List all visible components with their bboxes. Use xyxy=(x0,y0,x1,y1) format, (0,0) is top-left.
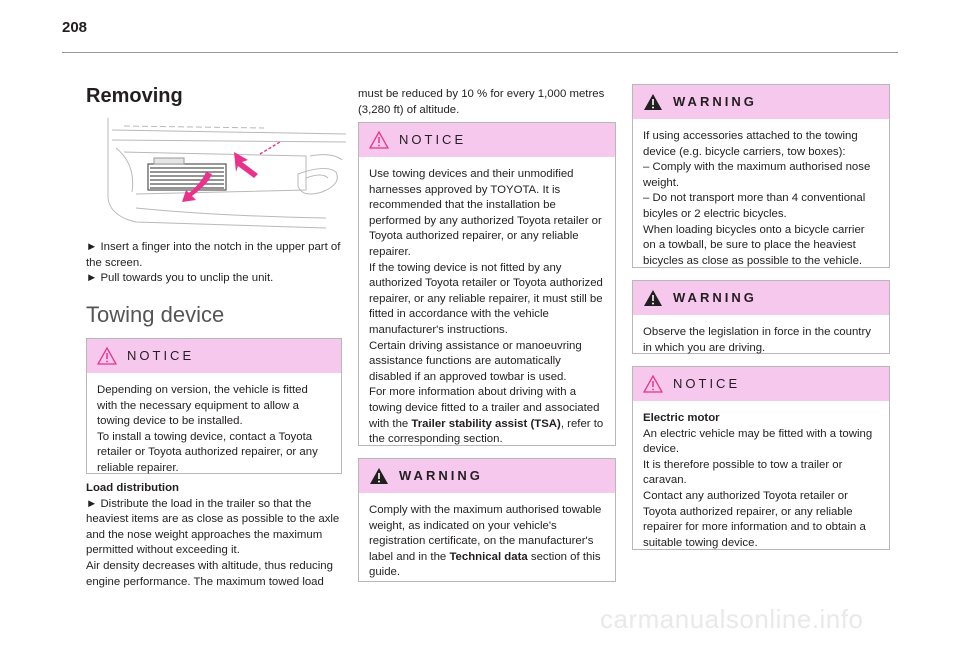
warning-icon xyxy=(643,289,663,307)
warning-2-line-3: – Do not transport more than 4 conventional bicyles or 2 electric bicycles. xyxy=(643,192,866,220)
warning-box-3 xyxy=(632,280,890,354)
notice-label: NOTICE xyxy=(127,348,195,364)
notice-1-line-1: Depending on version, the vehicle is fitted with the necessary equipment to allow a towing device to be installed. xyxy=(97,384,308,428)
warning-box-1 xyxy=(358,458,616,582)
notice-box-2-header xyxy=(359,123,615,157)
notice-box-1-body xyxy=(87,373,341,485)
load-distribution-continued xyxy=(358,87,620,118)
notice-2-line-2: If the towing device is not fitted by any authorized Toyota retailer or Toyota authorized repairer, or any reliable repairer, it must still be fitted in accordance with the vehicle manufacturer's instructions. xyxy=(369,261,603,336)
notice-label: NOTICE xyxy=(399,132,467,148)
notice-box-1 xyxy=(86,338,342,474)
notice-label: NOTICE xyxy=(673,376,741,392)
top-divider xyxy=(62,52,898,53)
notice-1-line-2: To install a towing device, contact a Toyota retailer or Toyota authorized repairer, or any reliable repairer. xyxy=(97,430,318,474)
warning-box-1-body xyxy=(359,493,615,589)
notice-icon xyxy=(369,131,389,149)
notice-box-2-body xyxy=(359,157,615,456)
notice-3-line-1: An electric vehicle may be fitted with a towing device. xyxy=(643,427,873,456)
warning-1-text-post: section of this guide. xyxy=(369,550,601,579)
warning-box-2 xyxy=(632,84,890,268)
technical-data-term: Technical data xyxy=(449,550,528,563)
notice-icon xyxy=(643,375,663,393)
load-distribution-line-2: Air density decreases with altitude, thus reducing engine performance. The maximum towed load xyxy=(86,559,333,588)
notice-icon xyxy=(97,347,117,365)
notice-3-heading: Electric motor xyxy=(643,412,720,424)
notice-2-line-3: Certain driving assistance or manoeuvring assistance functions are automatically disabled if an approved towbar is used. xyxy=(369,339,582,383)
warning-3-line-1: Observe the legislation in force in the country in which you are driving. xyxy=(643,326,871,354)
notice-2-text-post: , refer to the corresponding section. xyxy=(369,417,604,446)
notice-2-text-pre: For more information about driving with a towing device fitted to a trailer and associated with the xyxy=(369,386,600,430)
load-distribution-line-1: ► Distribute the load in the trailer so that the heaviest items are as close as possible to the axle and the nose weight approaches the maximum permitted without exceeding it. xyxy=(86,497,340,557)
warning-box-3-body xyxy=(633,315,889,364)
warning-box-1-header xyxy=(359,459,615,493)
warning-1-line xyxy=(369,503,605,581)
warning-label: WARNING xyxy=(399,468,483,484)
load-distribution xyxy=(86,481,346,590)
load-distribution-heading: Load distribution xyxy=(86,482,180,494)
notice-box-3 xyxy=(632,366,890,550)
load-distribution-continued-text: must be reduced by 10 % for every 1,000 metres (3,280 ft) of altitude. xyxy=(358,88,605,116)
warning-2-line-1: If using accessories attached to the towing device (e.g. bicycle carriers, tow boxes): xyxy=(643,130,858,158)
warning-box-2-header xyxy=(633,85,889,119)
notice-3-line-3: Contact any authorized Toyota retailer or Toyota authorized repairer, or any reliable repairer for more information and to obtain a suitable towing device. xyxy=(643,489,866,549)
warning-box-3-header xyxy=(633,281,889,315)
notice-box-3-body xyxy=(633,401,889,559)
warning-icon xyxy=(369,467,389,485)
warning-2-line-4: When loading bicycles onto a bicycle carrier on a towball, be sure to place the heaviest bicycles as close as possible to the vehicle. xyxy=(643,223,865,267)
notice-3-line-2: It is therefore possible to tow a trailer or caravan. xyxy=(643,458,843,487)
watermark: carmanualsonline.info xyxy=(600,604,864,634)
warning-box-2-body xyxy=(633,119,889,277)
section-title-removing: Removing xyxy=(86,85,183,107)
bumper-grille-illustration xyxy=(96,112,346,234)
warning-1-text-pre: Comply with the maximum authorised towable weight, as indicated on your vehicle's registration certificate, on the manufacturer's label and in the xyxy=(369,504,602,563)
notice-box-3-header xyxy=(633,367,889,401)
warning-2-line-2: – Comply with the maximum authorised nose weight. xyxy=(643,161,871,189)
tsa-term: Trailer stability assist (TSA) xyxy=(411,417,561,430)
warning-label: WARNING xyxy=(673,94,757,110)
removing-steps xyxy=(86,240,342,287)
warning-label: WARNING xyxy=(673,290,757,306)
notice-box-2 xyxy=(358,122,616,446)
removing-step-1: ► Insert a finger into the notch in the upper part of the screen. xyxy=(86,241,341,269)
page-number: 208 xyxy=(62,19,88,36)
section-title-towing: Towing device xyxy=(86,302,225,327)
notice-box-1-header xyxy=(87,339,341,373)
notice-2-line-4 xyxy=(369,385,605,447)
warning-icon xyxy=(643,93,663,111)
removing-step-2: ► Pull towards you to unclip the unit. xyxy=(86,272,274,285)
notice-2-line-1: Use towing devices and their unmodified harnesses approved by TOYOTA. It is recommended that the installation be performed by any authorized Toyota retailer or Toyota authorized repairer, or any reliable repairer. xyxy=(369,168,602,258)
